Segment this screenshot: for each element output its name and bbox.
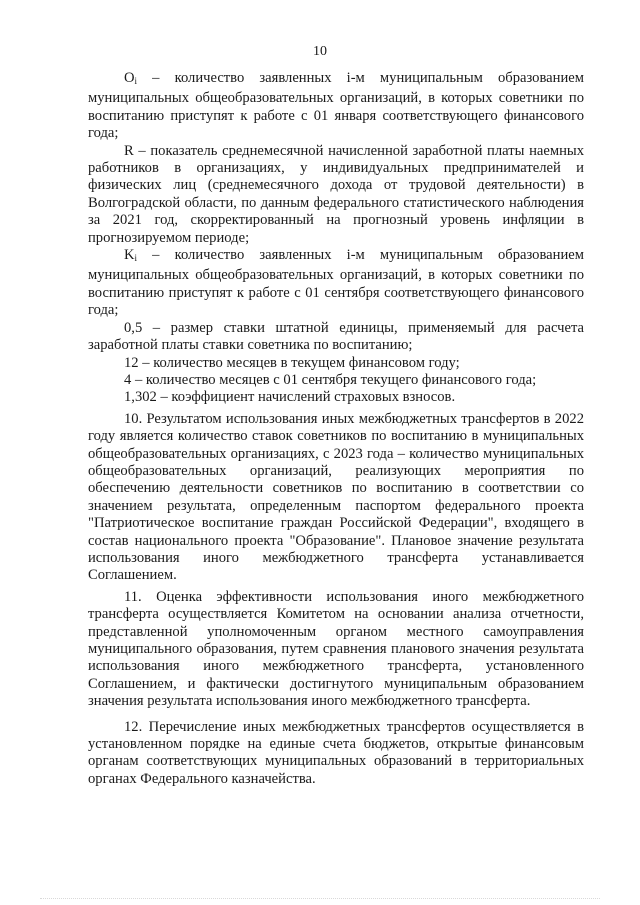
paragraph-ki-definition xyxy=(88,247,584,320)
paragraph-insurance-coefficient: 1,302 – коэффициент начислений страховых взносов. xyxy=(124,389,456,406)
paragraph-text: – показатель среднемесячной начисленной заработной платы наемных работников в организациях, у индивидуальных предпринимателей и физических лиц (среднемесячного дохода от трудовой деятельности) в Волгоградской области, по данным федерального статистического наблюдения за 2021 год, скорректированный на прогнозный уровень инфляции в прогнозируемом периоде; xyxy=(88,142,584,246)
paragraph-oi-definition xyxy=(88,70,584,143)
subscript-i: i xyxy=(134,253,138,264)
paragraph-r-definition xyxy=(88,143,584,247)
page-number: 10 xyxy=(313,44,327,59)
symbol-r: R xyxy=(124,142,134,159)
paragraph-rate-share: 0,5 – размер ставки штатной единицы, применяемый для расчета заработной платы ставки советника по воспитанию; xyxy=(88,319,584,354)
scan-edge-line xyxy=(40,898,600,899)
symbol-k: K xyxy=(124,247,135,264)
paragraph-section-11: 11. Оценка эффективности использования иного межбюджетного трансферта осуществляется Комитетом на основании анализа отчетности, представленной уполномоченным органом местного самоуправления муниципального образования, путем сравнения планового значения результата использования иного межбюджетного трансферта, установленного Соглашением, и фактически достигнутого муниципальным образованием значения результата использования иного межбюджетного трансферта. xyxy=(88,588,584,710)
subscript-i: i xyxy=(134,76,138,86)
paragraph-section-10: 10. Результатом использования иных межбюджетных трансфертов в 2022 году является количество ставок советников по воспитанию в муниципальных общеобразовательных организациях, с 2023 года – количество муниципальных общеобразовательных организаций, реализующих мероприятия по обеспечению деятельности советников по воспитанию в соответствии со значением результата, определенным паспортом федерального проекта "Патриотическое воспитание граждан Российской Федерации", входящего в состав национального проекта "Образование". Плановое значение результата использования иного межбюджетного трансферта устанавливается Соглашением. xyxy=(88,410,584,584)
document-body xyxy=(88,70,584,788)
paragraph-section-12: 12. Перечисление иных межбюджетных трансфертов осуществляется в установленном порядке на единые счета бюджетов, открытые финансовым органам соответствующих муниципальных образований в территориальных органах Федерального казначейства. xyxy=(88,718,584,787)
paragraph-text: – количество заявленных i-м муниципальным образованием муниципальных общеобразовательных организаций, в которых советники по воспитанию приступят к работе с 01 сентября соответствующего финансового года; xyxy=(88,247,584,319)
paragraph-months-year: 12 – количество месяцев в текущем финансовом году; xyxy=(124,354,460,371)
paragraph-months-september: 4 – количество месяцев с 01 сентября текущего финансового года; xyxy=(124,371,537,388)
paragraph-text: – количество заявленных i-м муниципальным образованием муниципальных общеобразовательных организаций, в которых советники по воспитанию приступят к работе с 01 января соответствующего финансового года; xyxy=(88,70,584,142)
symbol-o: O xyxy=(124,70,135,86)
